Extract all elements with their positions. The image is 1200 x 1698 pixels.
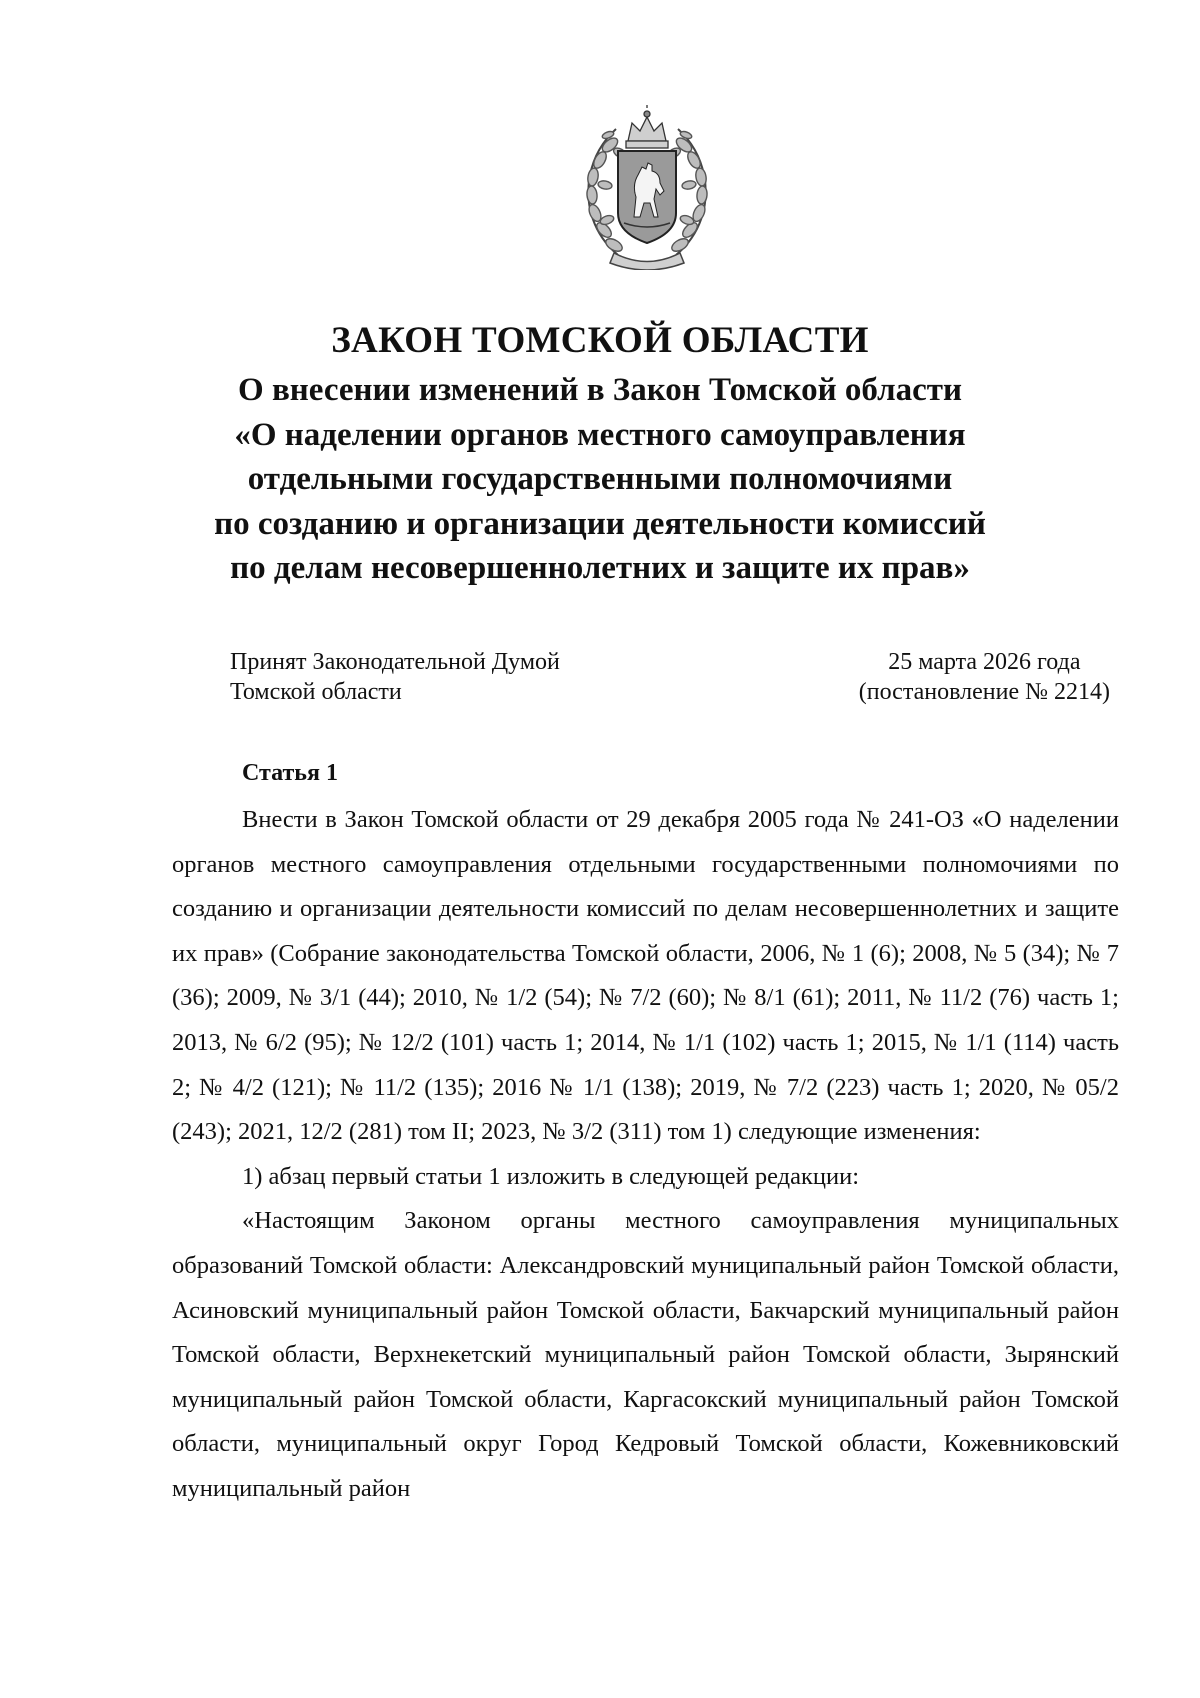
tomsk-oblast-coat-of-arms-icon xyxy=(580,105,714,270)
subtitle-line: по делам несовершеннолетних и защите их прав» xyxy=(230,550,970,586)
subtitle-line: О внесении изменений в Закон Томской области xyxy=(238,372,962,408)
adopted-by-line: Томской области xyxy=(230,679,402,705)
article-list-item: 1) абзац первый статьи 1 изложить в следующей редакции: xyxy=(242,1162,859,1190)
document-subtitle xyxy=(0,368,1200,591)
article-paragraph: Внести в Закон Томской области от 29 декабря 2005 года № 241-ОЗ «О наделении органов местного самоуправления отдельными государственными полномочиями по созданию и организации деятельности комиссий по делам несовершеннолетних и защите их прав» (Собрание законодательства Томской области, 2006, № 1 (6); 2008, № 5 (34); № 7 (36); 2009, № 3/1 (44); 2010, № 1/2 (54); № 7/2 (60); № 8/1 (61); 2011, № 11/2 (76) часть 1; 2013, № 6/2 (95); № 12/2 (101) часть 1; 2014, № 1/1 (102) часть 1; 2015, № 1/1 (114) часть 2; № 4/2 (121); № 11/2 (135); 2016 № 1/1 (138); 2019, № 7/2 (223) часть 1; 2020, № 05/2 (243); 2021, 12/2 (281) том II; 2023, № 3/2 (311) том 1) следующие изменения: xyxy=(172,806,1119,1146)
subtitle-line: «О наделении органов местного самоуправления xyxy=(234,416,966,453)
article-heading: Статья 1 xyxy=(242,760,338,786)
article-paragraph: «Настоящим Законом органы местного самоуправления муниципальных образований Томской области: Александровский муниципальный район Томской области, Асиновский муниципальный район Томской области, Бакчарский муниципальный район Томской области, Верхнекетский муниципальный район Томской области, Зырянский муниципальный район Томской области, Каргасокский муниципальный район Томской области, муниципальный округ Город Кедровый Томской области, Кожевниковский муниципальный район xyxy=(172,1207,1119,1502)
adoption-date-block xyxy=(859,647,1110,707)
subtitle-line: по созданию и организации деятельности комиссий xyxy=(214,505,986,542)
article-body xyxy=(172,798,1119,1512)
document-title: ЗАКОН ТОМСКОЙ ОБЛАСТИ xyxy=(331,320,869,361)
adopted-by-line: Принят Законодательной Думой xyxy=(230,649,560,675)
resolution-number: (постановление № 2214) xyxy=(858,679,1110,705)
adopted-by xyxy=(230,647,560,707)
adoption-date: 25 марта 2026 года xyxy=(888,649,1081,675)
subtitle-line: отдельными государственными полномочиями xyxy=(247,461,953,497)
document-title-block xyxy=(0,318,1200,591)
